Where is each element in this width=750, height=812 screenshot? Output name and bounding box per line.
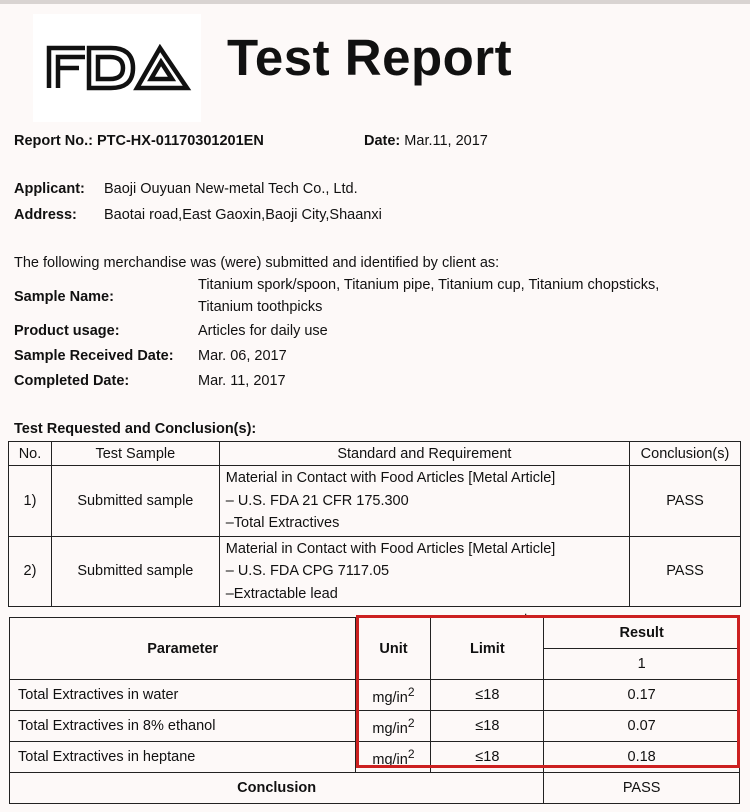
standard-line: Material in Contact with Food Articles [Metal Article] (225, 470, 556, 486)
completed-date-label: Completed Date: (14, 373, 130, 389)
report-no-label: Report No.: (14, 133, 93, 149)
standard-line: – U.S. FDA 21 CFR 175.300 (225, 492, 409, 509)
parameter-cell: Total Extractives in water (10, 680, 356, 711)
row-no: 1) (9, 466, 52, 537)
parameter-cell: Total Extractives in heptane (10, 742, 356, 773)
header-standard: Standard and Requirement (219, 442, 629, 466)
date-label: Date: (364, 133, 401, 149)
standard-line: –Total Extractives (225, 515, 340, 531)
product-usage-label: Product usage: (14, 323, 120, 339)
standard-line: – U.S. FDA CPG 7117.05 (225, 563, 390, 579)
result-cell: 0.18 (544, 742, 740, 773)
date-line (364, 132, 488, 150)
limit-cell: ≤18 (431, 742, 544, 773)
test-table-header-row (9, 442, 741, 466)
header-limit: Limit (431, 618, 544, 680)
received-date-label: Sample Received Date: (14, 348, 174, 364)
header-result: Result (544, 618, 740, 649)
top-edge-strip (0, 0, 750, 4)
result-cell: 0.17 (544, 680, 740, 711)
row-sample: Submitted sample (51, 466, 219, 537)
header-result-sample-no: 1 (544, 649, 740, 680)
address-value: Baotai road,East Gaoxin,Baoji City,Shaanxi (104, 207, 382, 223)
product-usage-value: Articles for daily use (198, 323, 328, 339)
sample-name-label: Sample Name: (14, 289, 114, 305)
unit-exponent: 2 (407, 746, 415, 761)
highlight-box (356, 615, 740, 768)
unit-base: mg/in (372, 689, 408, 706)
fda-logo-icon (45, 44, 193, 92)
standard-line: –Extractable lead (225, 585, 338, 602)
fda-logo (33, 14, 201, 122)
header-test-sample: Test Sample (51, 442, 219, 466)
unit-base: mg/in (372, 751, 408, 768)
row-conclusion: PASS (630, 536, 741, 607)
conclusion-label: Conclusion (10, 773, 544, 804)
report-no-line (14, 132, 264, 150)
received-date-value: Mar. 06, 2017 (198, 348, 287, 364)
row-no: 2) (9, 536, 52, 607)
header-no: No. (9, 442, 52, 466)
stray-dot: . (524, 604, 528, 618)
test-conclusion-table (8, 441, 741, 607)
limit-cell: ≤18 (431, 711, 544, 742)
header-unit: Unit (356, 618, 431, 680)
conclusion-row (10, 773, 740, 804)
sample-name-value-line1: Titanium spork/spoon, Titanium pipe, Titanium cup, Titanium chopsticks, (198, 277, 660, 293)
row-sample: Submitted sample (51, 536, 219, 607)
table-row (9, 536, 741, 607)
row-standard (219, 536, 629, 607)
address-label: Address: (14, 207, 77, 223)
table-row (9, 466, 741, 537)
conclusion-value: PASS (544, 773, 740, 804)
unit-exponent: 2 (407, 684, 415, 699)
unit-exponent: 2 (407, 715, 415, 730)
applicant-value: Baoji Ouyuan New-metal Tech Co., Ltd. (104, 181, 358, 197)
tests-heading: Test Requested and Conclusion(s): (14, 421, 257, 437)
date-value: Mar.11, 2017 (404, 133, 488, 149)
applicant-label: Applicant: (14, 181, 85, 197)
unit-base: mg/in (372, 720, 408, 737)
completed-date-value: Mar. 11, 2017 (198, 373, 286, 389)
header-parameter: Parameter (10, 618, 356, 680)
standard-line: Material in Contact with Food Articles [Metal Article] (225, 540, 556, 557)
page-title: Test Report (227, 29, 513, 86)
row-standard (219, 466, 629, 537)
header-conclusion: Conclusion(s) (630, 442, 741, 466)
parameter-cell: Total Extractives in 8% ethanol (10, 711, 356, 742)
merchandise-intro: The following merchandise was (were) submitted and identified by client as: (14, 255, 500, 271)
sample-name-value-line2: Titanium toothpicks (198, 299, 323, 315)
limit-cell: ≤18 (431, 680, 544, 711)
report-no-value: PTC-HX-01170301201EN (96, 133, 264, 149)
result-cell: 0.07 (544, 711, 740, 742)
row-conclusion: PASS (630, 466, 741, 537)
